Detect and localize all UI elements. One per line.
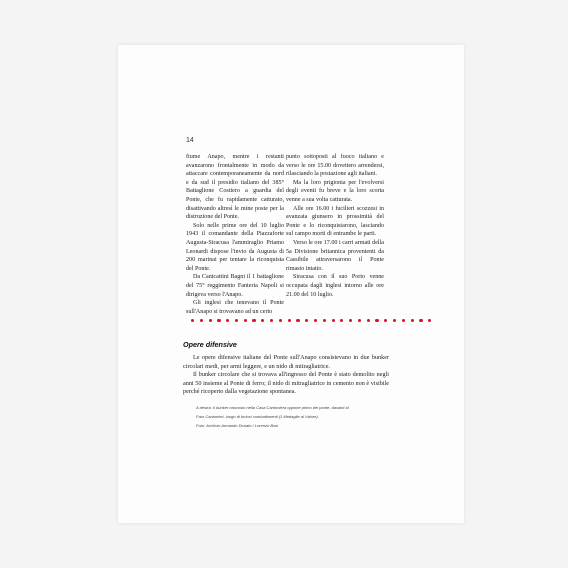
paragraph: Verso le ore 17.00 i carri armati della 5a Divisione britannica provenienti da Cassibile attraversarono il Ponte rimasto intatto. <box>286 239 384 272</box>
separator-dot <box>411 319 414 322</box>
separator-dot <box>270 319 273 322</box>
separator-dot <box>402 319 405 322</box>
photo-caption <box>196 404 396 430</box>
caption-line: A destra: Il bunker nascosto nella Casa Cantoniera oppone primo del ponte, davanti al <box>196 405 349 410</box>
paragraph: Il bunker circolare che si trovava all'ingresso del Ponte è stato demolito negli anni 50 insieme al Ponte di ferro; il nido di mitragliatrice in cemento non è visibile perché ricoperto dalla vegetazione spontanea. <box>183 371 389 396</box>
page-number: 14 <box>186 137 194 144</box>
separator-dot <box>323 319 326 322</box>
paragraph: Solo nelle prime ore del 10 luglio 1943 il comandante della Piazzaforte Augusta-Siracusa l'ammiraglio Priamo Leonardi dispose l'invio da Augusta di 200 marinai per tentare la riconquista del Ponte. <box>186 222 284 272</box>
separator-dot <box>209 319 212 322</box>
dotted-separator <box>191 319 431 322</box>
separator-dot <box>314 319 317 322</box>
right-text-column <box>286 153 384 299</box>
section-heading: Opere difensive <box>183 340 237 349</box>
separator-dot <box>200 319 203 322</box>
paragraph: Alle ore 16.00 i fucilieri scozzesi in avanzata giunsero in prossimità del Ponte e lo riconquistarono, lasciando sul campo morti di entrambe le parti. <box>286 205 384 238</box>
separator-dot <box>428 319 431 322</box>
paragraph: Ma la loro prigionia per l'evolversi degli eventi fu breve e la loro scorta venne a sua volta catturata. <box>286 179 384 203</box>
caption-line: Foto: Archivio Armando Donato / Lorenzo Bosi <box>196 422 279 428</box>
separator-dot <box>375 319 378 322</box>
separator-dot <box>252 319 255 322</box>
separator-dot <box>261 319 264 322</box>
separator-dot <box>296 319 299 322</box>
separator-dot <box>244 319 247 322</box>
paragraph: fiume Anapo, mentre i restanti avanzarono frontalmente in modo da attaccare contemporaneamente da nord e da sud il presidio italiano del 385° Battaglione Costiero a guardia del Ponte, che fu rapidamente catturato, disattivando altresì le mine poste per la distruzione del Ponte. <box>186 154 284 221</box>
separator-dot <box>393 319 396 322</box>
separator-dot <box>305 319 308 322</box>
separator-dot <box>349 319 352 322</box>
separator-dot <box>332 319 335 322</box>
separator-dot <box>288 319 291 322</box>
separator-dot <box>367 319 370 322</box>
separator-dot <box>191 319 194 322</box>
separator-dot <box>340 319 343 322</box>
caption-line: Faro Cantonieri, luogo di furiosi combattimenti (1 Medaglie al Valore). <box>196 413 319 419</box>
paragraph: Gli inglesi che tenevano il Ponte sull'Anapo si trovavano ad un certo <box>186 300 284 315</box>
separator-dot <box>384 319 387 322</box>
separator-dot <box>217 319 220 322</box>
separator-dot <box>226 319 229 322</box>
section-body <box>183 354 389 397</box>
left-text-column <box>186 153 284 316</box>
paragraph: punto sottoposti al fuoco italiano e verso le ore 15.00 dovettero arrendersi, rilasciando la postazione agli italiani. <box>286 154 384 178</box>
paragraph: Da Canicattini Bagni il 1 battaglione del 75° reggimento Fanteria Napoli si dirigeva verso l'Anapo. <box>186 274 284 298</box>
separator-dot <box>235 319 238 322</box>
separator-dot <box>358 319 361 322</box>
separator-dot <box>279 319 282 322</box>
paragraph: Le opere difensive italiane del Ponte sull'Anapo consistevano in due bunker circolari medi, per armi leggere, e un nido di mitragliatrice. <box>183 354 389 370</box>
paragraph: Siracusa con il suo Porto venne occupata dagli inglesi intorno alle ore 21.00 del 10 luglio. <box>286 274 384 298</box>
separator-dot <box>419 319 422 322</box>
